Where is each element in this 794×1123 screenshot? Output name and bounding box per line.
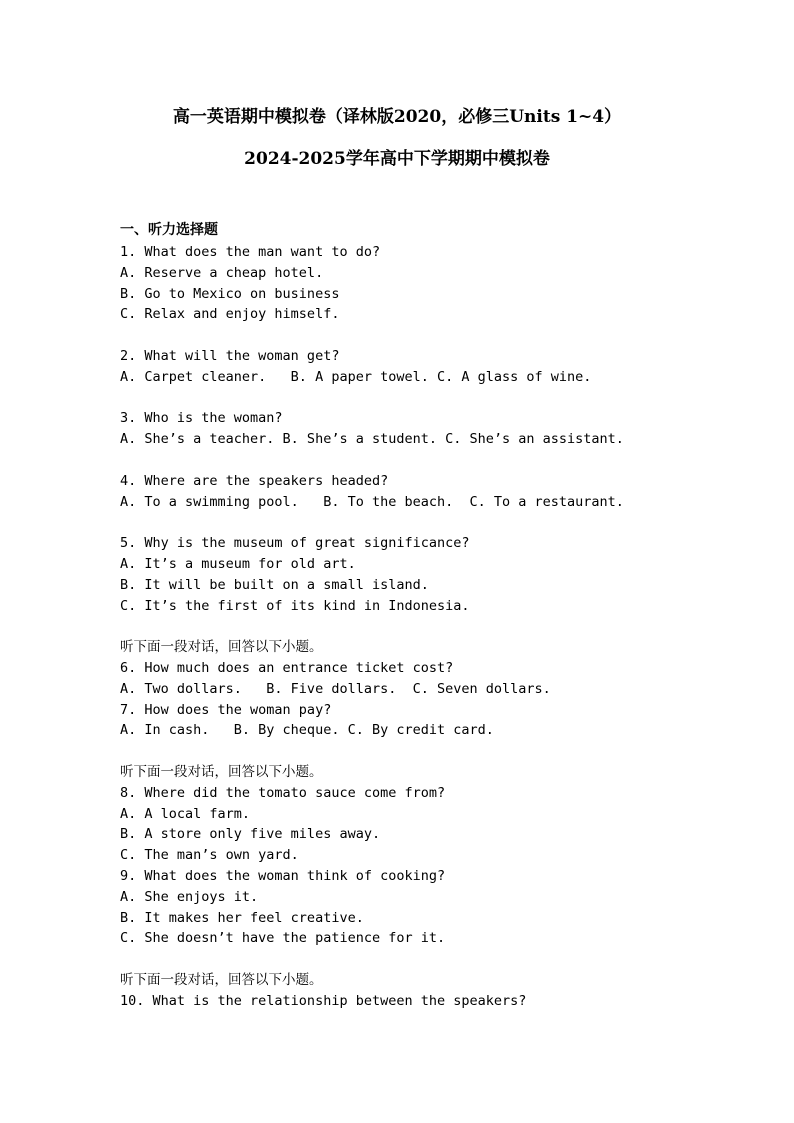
question-list xyxy=(120,242,720,1011)
blank-line xyxy=(120,512,720,533)
question-text: 4. Where are the speakers headed? xyxy=(120,472,389,489)
answer-options: B. It will be built on a small island. xyxy=(120,576,429,593)
answer-options: C. The man’s own yard. xyxy=(120,847,299,864)
instruction-text: 听下面一段对话，回答以下小题。 xyxy=(120,639,323,656)
question-text: 5. Why is the museum of great significance? xyxy=(120,535,470,552)
blank-line xyxy=(120,616,720,637)
question-text: 7. How does the woman pay? xyxy=(120,701,332,718)
question-text: 10. What is the relationship between the speakers? xyxy=(120,992,527,1009)
answer-options: A. Two dollars. B. Five dollars. C. Seven dollars. xyxy=(120,680,551,697)
answer-options: A. Reserve a cheap hotel. xyxy=(120,264,324,281)
answer-options: B. It makes her feel creative. xyxy=(120,909,364,926)
answer-options: C. She doesn’t have the patience for it. xyxy=(120,930,446,947)
question-text: 9. What does the woman think of cooking? xyxy=(120,867,446,884)
answer-options: C. Relax and enjoy himself. xyxy=(120,306,340,323)
section-heading: 一、听力选择题 xyxy=(120,222,218,238)
answer-options: A. In cash. B. By cheque. C. By credit card. xyxy=(120,722,494,739)
answer-options: A. A local farm. xyxy=(120,805,251,822)
instruction-text: 听下面一段对话，回答以下小题。 xyxy=(120,763,323,780)
answer-options: A. She enjoys it. xyxy=(120,888,259,905)
blank-line xyxy=(120,450,720,471)
instruction-text: 听下面一段对话，回答以下小题。 xyxy=(120,971,323,988)
document-title: 高一英语期中模拟卷（译林版2020，必修三Units 1~4） xyxy=(172,107,622,127)
question-text: 1. What does the man want to do? xyxy=(120,244,381,260)
question-text: 8. Where did the tomato sauce come from? xyxy=(120,784,446,801)
blank-line xyxy=(120,325,720,346)
answer-options: A. To a swimming pool. B. To the beach. C. To a restaurant. xyxy=(120,493,624,510)
question-text: 6. How much does an entrance ticket cost? xyxy=(120,659,454,676)
blank-line xyxy=(120,388,720,409)
question-text: 2. What will the woman get? xyxy=(120,347,340,364)
document-subtitle: 2024-2025学年高中下学期期中模拟卷 xyxy=(244,149,550,169)
answer-options: A. It’s a museum for old art. xyxy=(120,555,356,572)
blank-line xyxy=(120,741,720,762)
answer-options: C. It’s the first of its kind in Indonesia. xyxy=(120,597,470,614)
answer-options: B. A store only five miles away. xyxy=(120,826,381,843)
answer-options: A. She’s a teacher. B. She’s a student. C. She’s an assistant. xyxy=(120,431,624,448)
answer-options: B. Go to Mexico on business xyxy=(120,285,340,302)
blank-line xyxy=(120,949,720,970)
answer-options: A. Carpet cleaner. B. A paper towel. C. A glass of wine. xyxy=(120,368,592,385)
question-text: 3. Who is the woman? xyxy=(120,410,283,427)
